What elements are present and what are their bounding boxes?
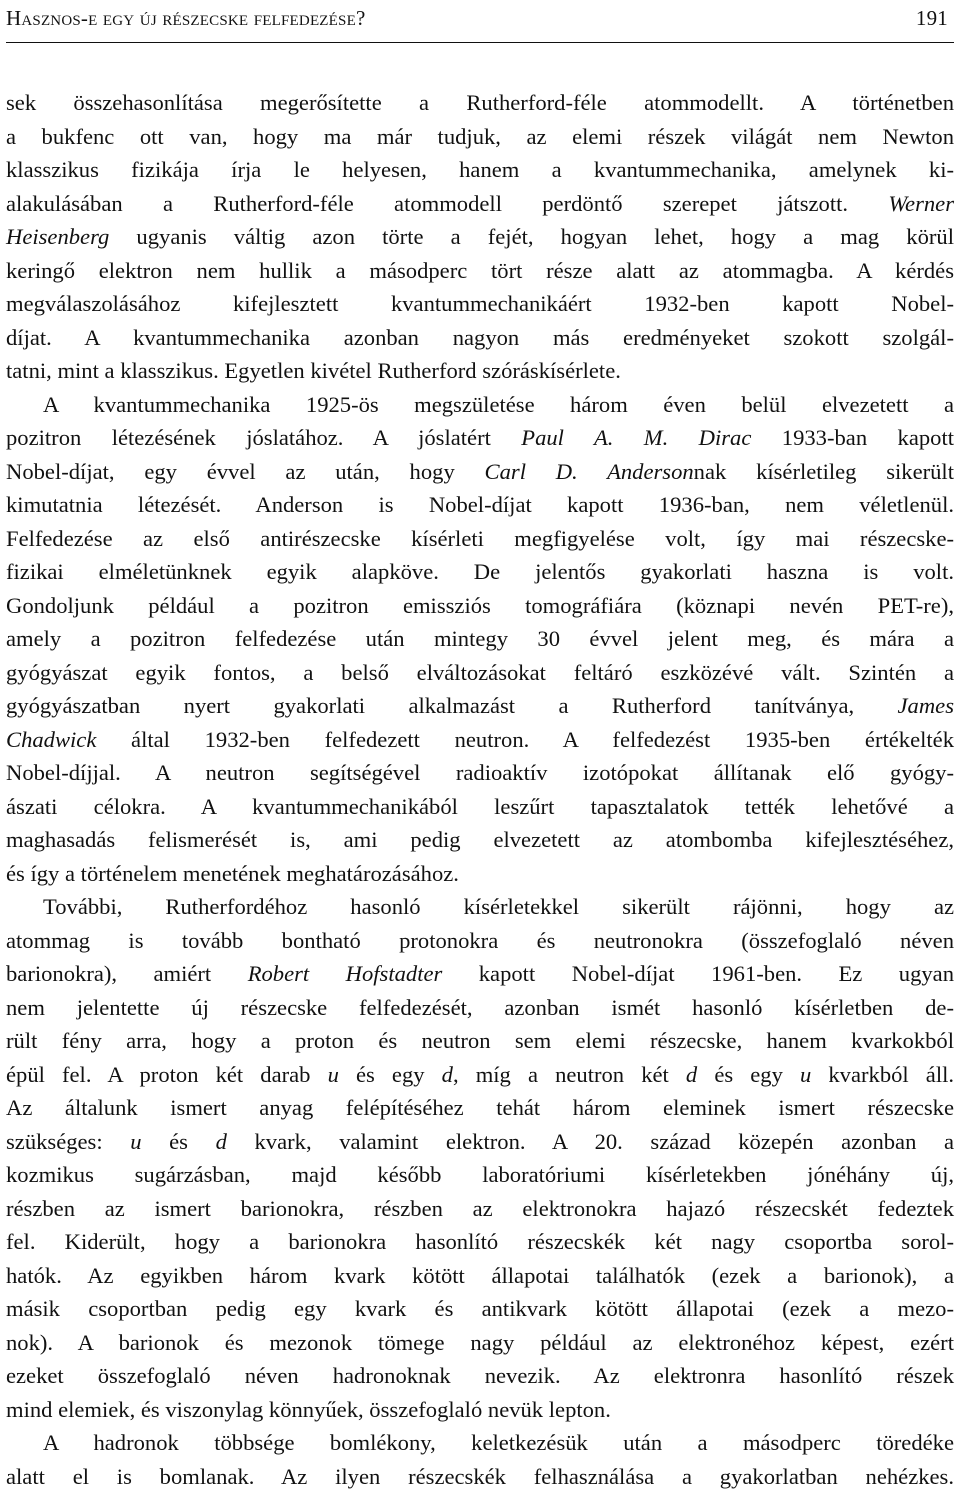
italic-name: d	[685, 1061, 698, 1087]
text-span: keringő elektron nem hullik a másodperc tört része alatt az atommagba. A kérdés	[6, 257, 954, 283]
text-line	[6, 555, 954, 589]
text-span: Az általunk ismert anyag felépítéséhez tehát három eleminek ismert részecske	[6, 1095, 954, 1120]
text-line	[6, 790, 954, 824]
text-line	[6, 187, 954, 221]
text-span: kvark, valamint elektron. A 20. század közepén azonban a	[226, 1128, 955, 1154]
text-span: ezeket összefoglaló néven hadronoknak nevezik. Az elektronra hasonlító részek	[6, 1363, 954, 1388]
italic-name: d	[441, 1061, 453, 1087]
text-line	[6, 1326, 954, 1360]
text-line	[6, 1192, 954, 1226]
text-span: nak kísérletileg sikerült	[693, 458, 954, 484]
text-line	[6, 857, 954, 891]
text-span: Nobel-díjjal. A neutron segítségével radioaktív izotópokat állítanak elő gyógy-	[6, 760, 954, 785]
text-line	[6, 488, 954, 522]
text-line	[6, 1225, 954, 1259]
text-span: részben az ismert barionokra, részben az elektronokra hajazó részecskét fedeztek	[6, 1195, 954, 1221]
text-span: gyógyászat egyik fontos, a belső elváltozásokat feltáró eszközévé vált. Szintén a	[6, 659, 954, 685]
text-line	[6, 321, 954, 355]
text-span: sek összehasonlítása megerősítette a Rutherford-féle atommodellt. A történetben	[6, 90, 954, 115]
italic-name: u	[327, 1061, 339, 1087]
text-line	[6, 1125, 954, 1159]
text-span: atommag is tovább bontható protonokra és neutronokra (összefoglaló néven	[6, 927, 954, 953]
text-span: barionokra), amiért	[6, 961, 248, 986]
text-line	[6, 1058, 954, 1092]
text-span: klasszikus fizikája írja le helyesen, hanem a kvantummechanika, amelynek ki-	[6, 157, 954, 182]
text-span: fizikai elméletünknek egyik alapköve. De jelentős gyakorlati haszna is volt.	[6, 559, 954, 584]
book-page	[6, 0, 954, 1493]
text-span: Nobel-díjat, egy évvel az után, hogy	[6, 458, 485, 484]
text-line	[6, 1292, 954, 1326]
text-span: által 1932-ben felfedezett neutron. A felfedezést 1935-ben értékelték	[96, 726, 954, 752]
text-span: nem jelentette új részecske felfedezését, azonban ismét hasonló kísérletben de-	[6, 994, 954, 1020]
text-line	[6, 1460, 954, 1494]
running-header	[6, 0, 954, 43]
text-line	[6, 153, 954, 187]
text-span: ászati célokra. A kvantummechanikából leszűrt tapasztalatok tették lehetővé a	[6, 793, 954, 819]
text-line	[6, 522, 954, 556]
text-span: ugyanis váltig azon törte a fejét, hogyan lehet, hogy a mag körül	[109, 224, 954, 249]
text-line	[6, 1158, 954, 1192]
text-line	[6, 991, 954, 1025]
text-span: Felfedezése az első antirészecske kísérleti megfigyelése volt, így mai részecske-	[6, 525, 954, 551]
italic-name: u	[799, 1061, 812, 1087]
text-line	[6, 421, 954, 455]
text-line	[6, 220, 954, 254]
text-span: és egy	[338, 1061, 442, 1087]
text-line	[6, 1259, 954, 1293]
italic-name: Robert Hofstadter	[247, 961, 443, 986]
text-line	[6, 957, 954, 991]
text-span: , míg a neutron két	[452, 1061, 686, 1087]
text-span: és így a történelem menetének meghatározásához.	[6, 860, 459, 886]
italic-name: Heisenberg	[6, 224, 110, 249]
text-line	[6, 1024, 954, 1058]
text-span: alakulásában a Rutherford-féle atommodell perdöntő szerepet játszott.	[6, 190, 889, 216]
italic-name: Chadwick	[6, 726, 97, 752]
text-span: mind elemiek, és viszonylag könnyűek, összefoglaló nevük lepton.	[6, 1396, 611, 1422]
text-span: kimutatnia létezését. Anderson is Nobel-díjat kapott 1936-ban, nem véletlenül.	[6, 492, 954, 517]
text-line	[6, 890, 954, 924]
text-span: tatni, mint a klasszikus. Egyetlen kivétel Rutherford szóráskísérlete.	[6, 358, 621, 383]
text-span: a bukfenc ott van, hogy ma már tudjuk, az elemi részek világát nem Newton	[6, 123, 954, 149]
text-line	[6, 1091, 954, 1125]
text-span: hatók. Az egyikben három kvark kötött állapotai találhatók (ezek a barionok), a	[6, 1262, 954, 1288]
italic-name: Carl D. Anderson	[484, 458, 694, 484]
body-text	[6, 86, 954, 1493]
text-line	[6, 388, 954, 422]
text-line	[6, 287, 954, 321]
text-line	[6, 622, 954, 656]
text-line	[6, 354, 954, 388]
text-line	[6, 455, 954, 489]
text-line	[6, 723, 954, 757]
text-span: kapott Nobel-díjat 1961-ben. Ez ugyan	[442, 961, 955, 986]
text-span: amely a pozitron felfedezése után mintegy 30 évvel jelent meg, és mára a	[6, 626, 954, 651]
text-line	[6, 1359, 954, 1393]
text-line	[6, 1393, 954, 1427]
running-header-title: Hasznos-e egy új részecske felfedezése?	[6, 6, 366, 30]
page-number: 191	[915, 6, 948, 30]
text-span: szükséges:	[6, 1128, 131, 1154]
text-line	[6, 656, 954, 690]
text-line	[6, 589, 954, 623]
text-span: 1933-ban kapott	[751, 425, 955, 450]
text-span: maghasadás felismerését is, ami pedig elvezetett az atombomba kifejlesztéséhez,	[6, 827, 954, 852]
text-line	[6, 86, 954, 120]
text-span: gyógyászatban nyert gyakorlati alkalmazást a Rutherford tanítványa,	[6, 693, 898, 718]
text-span: kozmikus sugárzásban, majd később laboratóriumi kísérletekben jónéhány új,	[6, 1162, 954, 1187]
italic-name: Paul A. M. Dirac	[521, 425, 752, 450]
text-line	[6, 120, 954, 154]
text-span: A kvantummechanika 1925-ös megszületése három éven belül elvezetett a	[43, 391, 954, 417]
text-span: díjat. A kvantummechanika azonban nagyon más eredményeket szokott szolgál-	[6, 324, 954, 350]
text-span: fel. Kiderült, hogy a barionokra hasonlító részecskék két nagy csoportba sorol-	[6, 1229, 954, 1254]
text-line	[6, 924, 954, 958]
italic-name: James	[897, 693, 954, 718]
text-span: kvarkból áll.	[811, 1061, 955, 1087]
text-line	[6, 1426, 954, 1460]
text-span: pozitron létezésének jóslatához. A jóslatért	[6, 425, 522, 450]
text-span: A hadronok többsége bomlékony, keletkezésük után a másodperc töredéke	[43, 1430, 954, 1455]
text-span: és egy	[697, 1061, 800, 1087]
text-span: rült fény arra, hogy a proton és neutron sem elemi részecske, hanem kvarkokból	[6, 1028, 954, 1053]
text-line	[6, 254, 954, 288]
italic-name: Werner	[888, 190, 954, 216]
text-span: épül fel. A proton két darab	[6, 1061, 328, 1087]
text-span: Gondoljunk például a pozitron emissziós tomográfiára (köznapi nevén PET-re),	[6, 592, 954, 618]
text-span: nok). A barionok és mezonok tömege nagy például az elektronéhoz képest, ezért	[6, 1329, 954, 1355]
text-line	[6, 823, 954, 857]
italic-name: u	[130, 1128, 142, 1154]
text-span: és	[141, 1128, 216, 1154]
italic-name: d	[215, 1128, 227, 1154]
text-span: másik csoportban pedig egy kvark és antikvark kötött állapotai (ezek a mezo-	[6, 1296, 954, 1321]
text-line	[6, 689, 954, 723]
text-span: alatt el is bomlanak. Az ilyen részecskék felhasználása a gyakorlatban nehézkes.	[6, 1463, 954, 1489]
text-span: További, Rutherfordéhoz hasonló kísérletekkel sikerült rájönni, hogy az	[43, 894, 954, 919]
text-span: megválaszolásához kifejlesztett kvantummechanikáért 1932-ben kapott Nobel-	[6, 291, 954, 316]
text-line	[6, 756, 954, 790]
